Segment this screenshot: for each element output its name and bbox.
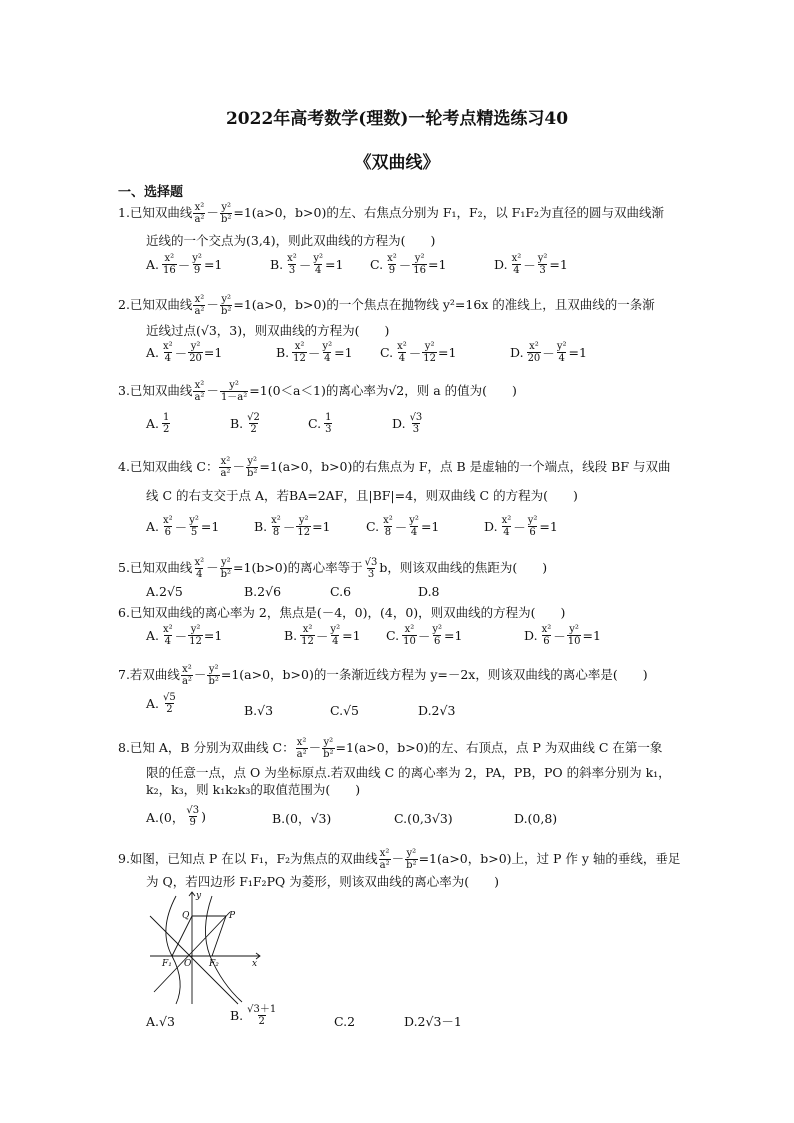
- q1-frac-y: [220, 202, 232, 225]
- frac: [162, 253, 177, 276]
- den: 3: [325, 424, 332, 435]
- q7-stem-b: =1(a>0，b>0)的一条渐近线方程为 y=－2x，则该双曲线的离心率是( ): [220, 667, 648, 682]
- num: √3＋1: [247, 1004, 277, 1015]
- num: y²: [424, 341, 435, 352]
- num: y²: [527, 515, 538, 526]
- num: y²: [414, 253, 425, 264]
- label-y: y: [196, 891, 202, 901]
- num: y²: [221, 202, 231, 213]
- den: 20: [189, 353, 202, 364]
- left-branch: [166, 896, 180, 1004]
- frac: [300, 624, 315, 647]
- num: x²: [194, 557, 205, 568]
- q4-option-a[interactable]: A. $\frac{\text{x²}}{6}$ － $\frac{\text{y²}}{5}$ =1: [146, 515, 220, 538]
- frac: [185, 805, 200, 828]
- q9-option-a[interactable]: A.√3: [146, 1014, 175, 1029]
- opt-label: A.: [146, 519, 160, 534]
- num: y²: [409, 515, 419, 526]
- den: a²: [379, 860, 390, 871]
- segment-f2p: [212, 916, 226, 956]
- den: 3: [539, 265, 546, 276]
- question-7: 7.若双曲线 $\frac{\text{x²}}{\text{a²}}$ － $\frac{\text{y²}}{\text{b²}}$ =1(a>0，b>0)的一条渐近线方程为 y=－2x，则该双曲线的离心率是( ): [118, 664, 648, 687]
- den: a²: [194, 306, 205, 317]
- opt-label: D.: [484, 519, 498, 534]
- opt-tail: =1: [539, 519, 558, 534]
- q9-stem-a: 9.如图，已知点 P 在以 F₁，F₂为焦点的双曲线: [118, 851, 378, 866]
- num: x²: [164, 253, 175, 264]
- opt-tail: =1: [334, 345, 353, 360]
- frac: [246, 1004, 277, 1027]
- q3-option-b[interactable]: [230, 412, 262, 435]
- q8-option-a[interactable]: [146, 805, 206, 828]
- q7-option-b[interactable]: B.√3: [244, 703, 274, 718]
- opt-tail: =1: [203, 628, 223, 643]
- num: x²: [194, 294, 205, 305]
- den: 9: [189, 817, 196, 828]
- frac: [527, 341, 542, 364]
- question-1: 1.已知双曲线 $\frac{\text{x²}}{\text{a²}}$ － $\frac{\text{y²}}{\text{b²}}$ =1(a>0，b>0)的左、右焦点分别为 F₁，F₂，以 F₁F₂为直径的圆与双曲线渐: [118, 202, 665, 225]
- q8-line-2: 限的任意一点，点 O 为坐标原点.若双曲线 C 的离心率为 2，PA，PB，PO 的斜率分别为 k₁，: [146, 765, 671, 780]
- num: √3: [364, 557, 378, 568]
- question-8: 8.已知 A，B 分别为双曲线 C： $\frac{\text{x²}}{\text{a²}}$ － $\frac{\text{y²}}{\text{b²}}$ =1(a>0，b>0)的左、右顶点，点 P 为双曲线 C 在第一象: [118, 737, 663, 760]
- den: 12: [297, 527, 311, 538]
- frac: [292, 341, 307, 364]
- opt-label: D.: [494, 257, 508, 272]
- q5-option-c[interactable]: C.6: [330, 584, 352, 599]
- opt-label: D.: [510, 345, 524, 360]
- q4-option-d[interactable]: D. $\frac{\text{x²}}{4}$ － $\frac{\text{y²}}{6}$ =1: [484, 515, 558, 538]
- frac: [382, 515, 394, 538]
- q6-option-c[interactable]: C. $\frac{\text{x²}}{10}$ － $\frac{\text{y²}}{6}$ =1: [386, 624, 463, 647]
- opt-tail: =1: [203, 257, 223, 272]
- q6-option-b[interactable]: B. $\frac{\text{x²}}{12}$ － $\frac{\text{y²}}{4}$ =1: [284, 624, 361, 647]
- frac: [188, 341, 203, 364]
- frac: [412, 253, 427, 276]
- num: x²: [163, 341, 173, 352]
- den: a²: [296, 749, 307, 760]
- opt-label: D.: [392, 416, 406, 431]
- q4-frac-x: [219, 456, 231, 479]
- num: x²: [194, 202, 205, 213]
- num: x²: [287, 253, 297, 264]
- label-f1: F₁: [162, 959, 172, 969]
- den: 9: [388, 265, 396, 276]
- frac: [321, 341, 333, 364]
- q5-stem-a: 5.已知双曲线: [118, 560, 193, 575]
- den: b²: [323, 749, 334, 760]
- q9-option-d[interactable]: D.2√3－1: [404, 1014, 462, 1029]
- den: b²: [406, 860, 417, 871]
- den: 1－a²: [220, 392, 248, 403]
- num: √2: [247, 412, 260, 423]
- den: 3: [412, 424, 420, 435]
- den: 2: [258, 1016, 265, 1027]
- q2-option-b[interactable]: B. $\frac{\text{x²}}{12}$ － $\frac{\text{y²}}{4}$ =1: [276, 341, 353, 364]
- q3-frac-x: [193, 380, 205, 403]
- frac: [386, 253, 398, 276]
- den: 4: [164, 636, 172, 647]
- frac: [162, 624, 174, 647]
- num: √5: [163, 692, 176, 703]
- q1-line-2: 近线的一个交点为(3,4)，则此双曲线的方程为( ): [146, 233, 436, 248]
- q3-stem-a: 3.已知双曲线: [118, 383, 193, 398]
- frac: [422, 341, 437, 364]
- q2-frac-x: [193, 294, 205, 317]
- frac: [567, 624, 582, 647]
- num: x²: [387, 253, 397, 264]
- opt-label: A.: [146, 345, 160, 360]
- den: 3: [288, 265, 296, 276]
- q1-stem-a: 1.已知双曲线: [118, 205, 193, 220]
- question-4: 4.已知双曲线 C： $\frac{\text{x²}}{\text{a²}}$ － $\frac{\text{y²}}{\text{b²}}$ =1(a>0，b>0)的右焦点为 F，点 B 是虚轴的一个端点，线段 BF 与双曲: [118, 456, 671, 479]
- q4-stem-b: =1(a>0，b>0)的右焦点为 F，点 B 是虚轴的一个端点，线段 BF 与双曲: [259, 459, 671, 474]
- num: 1: [325, 412, 332, 423]
- q8-stem-b: =1(a>0，b>0)的左、右顶点，点 P 为双曲线 C 在第一象: [335, 740, 663, 755]
- opt-label: A.: [146, 628, 160, 643]
- frac: [402, 624, 417, 647]
- den: a²: [194, 214, 205, 225]
- frac: [511, 253, 523, 276]
- num: x²: [541, 624, 552, 635]
- q3-frac-y: [220, 380, 248, 403]
- opt-label: C.: [308, 416, 322, 431]
- segment-f1q: [172, 916, 192, 956]
- num: y²: [330, 624, 341, 635]
- den: 4: [410, 527, 418, 538]
- q2-stem-b: =1(a>0，b>0)的一个焦点在抛物线 y²=16x 的准线上，且双曲线的一条渐: [233, 297, 655, 312]
- frac: [286, 253, 298, 276]
- den: 2: [250, 424, 257, 435]
- frac: [162, 515, 174, 538]
- frac: [501, 515, 513, 538]
- q2-line-2: 近线过点(√3，3)，则双曲线的方程为( ): [146, 323, 390, 338]
- opt-label: A.: [146, 696, 160, 711]
- q5-frac-y: [220, 557, 232, 580]
- q8-option-c[interactable]: C.(0,3√3): [394, 811, 453, 826]
- q6-option-d[interactable]: D. $\frac{\text{x²}}{6}$ － $\frac{\text{y²}}{10}$ =1: [524, 624, 601, 647]
- q4-option-b[interactable]: B. $\frac{\text{x²}}{8}$ － $\frac{\text{y²}}{12}$ =1: [254, 515, 331, 538]
- opt-tail: =1: [438, 345, 457, 360]
- num: y²: [537, 253, 548, 264]
- q1-option-b[interactable]: B. $\frac{\text{x²}}{3}$ － $\frac{\text{y²}}{4}$ =1: [270, 253, 344, 276]
- den: a²: [181, 676, 192, 687]
- q1-option-a[interactable]: A. $\frac{\text{x²}}{16}$ － $\frac{\text{y²}}{9}$ =1: [146, 253, 223, 276]
- num: x²: [294, 341, 305, 352]
- frac: [312, 253, 324, 276]
- q5-stem-c: b，则该双曲线的焦距为( ): [379, 560, 548, 575]
- num: x²: [529, 341, 539, 352]
- frac: [556, 341, 568, 364]
- opt-tail: =1: [444, 628, 463, 643]
- q9-option-b[interactable]: [230, 1004, 278, 1027]
- num: y²: [190, 341, 201, 352]
- q9-line-2: 为 Q，若四边形 F₁F₂PQ 为菱形，则该双曲线的离心率为( ): [146, 874, 499, 889]
- q1-stem-b: =1(a>0，b>0)的左、右焦点分别为 F₁，F₂，以 F₁F₂为直径的圆与双曲线渐: [233, 205, 665, 220]
- num: x²: [271, 515, 281, 526]
- q9-stem-b: =1(a>0，b>0)上，过 P 作 y 轴的垂线，垂足: [418, 851, 681, 866]
- q2-option-d[interactable]: D. $\frac{\text{x²}}{20}$ － $\frac{\text{y²}}{4}$ =1: [510, 341, 587, 364]
- num: y²: [221, 294, 231, 305]
- opt-tail: =1: [420, 519, 440, 534]
- num: x²: [296, 737, 307, 748]
- den: b²: [208, 676, 219, 687]
- label-q: Q: [182, 911, 190, 921]
- frac: [162, 341, 174, 364]
- label-p: P: [229, 911, 236, 921]
- q2-stem-a: 2.已知双曲线: [118, 297, 193, 312]
- frac: [188, 624, 203, 647]
- den: 3: [367, 569, 375, 580]
- question-6: 6.已知双曲线的离心率为 2，焦点是(－4，0)，(4，0)，则双曲线的方程为( ): [118, 605, 566, 620]
- den: 4: [513, 265, 520, 276]
- q1-option-c[interactable]: C. $\frac{\text{x²}}{9}$ － $\frac{\text{y²}}{16}$ =1: [370, 253, 447, 276]
- num: y²: [190, 624, 201, 635]
- opt-label: C.: [370, 257, 384, 272]
- hyperbola-figure: [146, 890, 266, 1005]
- num: y²: [229, 380, 239, 391]
- opt-label: C.: [366, 519, 380, 534]
- num: x²: [220, 456, 231, 467]
- q4-frac-y: [246, 456, 258, 479]
- page-subtitle: 《双曲线》: [354, 153, 440, 173]
- den: 4: [558, 353, 565, 364]
- num: x²: [302, 624, 313, 635]
- num: x²: [511, 253, 522, 264]
- opt-label: B.: [284, 628, 298, 643]
- opt-tail: =1: [428, 257, 447, 272]
- right-branch: [205, 896, 242, 1002]
- q9-option-c[interactable]: C.2: [334, 1014, 356, 1029]
- q7-frac-y: [207, 664, 219, 687]
- den: b²: [220, 214, 232, 225]
- den: 12: [293, 353, 306, 364]
- q5-option-b[interactable]: B.2√6: [244, 584, 282, 599]
- frac: [329, 624, 341, 647]
- num: √3: [409, 412, 423, 423]
- num: y²: [298, 515, 309, 526]
- q8-stem-a: 8.已知 A，B 分别为双曲线 C：: [118, 740, 295, 755]
- num: x²: [194, 380, 205, 391]
- opt-tail: =1: [342, 628, 361, 643]
- opt-suffix: ): [201, 809, 206, 824]
- den: 4: [332, 636, 339, 647]
- den: a²: [194, 392, 205, 403]
- den: b²: [220, 569, 232, 580]
- q5-option-a[interactable]: A.2√5: [146, 584, 183, 599]
- den: a²: [220, 468, 231, 479]
- frac: [396, 341, 408, 364]
- opt-label: B.: [276, 345, 290, 360]
- den: 6: [433, 636, 441, 647]
- num: x²: [379, 848, 390, 859]
- num: y²: [192, 253, 202, 264]
- q3-option-a[interactable]: [146, 412, 171, 435]
- frac: [162, 412, 170, 435]
- den: 6: [543, 636, 550, 647]
- opt-tail: =1: [203, 345, 223, 360]
- den: b²: [246, 468, 258, 479]
- den: 4: [324, 353, 331, 364]
- num: y²: [247, 456, 258, 467]
- q1-frac-x: [193, 202, 205, 225]
- den: 16: [413, 265, 426, 276]
- den: 5: [190, 527, 198, 538]
- q4-stem-a: 4.已知双曲线 C：: [118, 459, 219, 474]
- opt-tail: =1: [568, 345, 587, 360]
- q4-option-c[interactable]: C. $\frac{\text{x²}}{8}$ － $\frac{\text{y²}}{4}$ =1: [366, 515, 440, 538]
- q2-option-c[interactable]: C. $\frac{\text{x²}}{4}$ － $\frac{\text{y²}}{12}$ =1: [380, 341, 457, 364]
- num: y²: [322, 341, 333, 352]
- den: 8: [384, 527, 392, 538]
- den: 20: [527, 353, 541, 364]
- num: x²: [404, 624, 415, 635]
- den: 12: [423, 353, 436, 364]
- den: 4: [398, 353, 406, 364]
- num: x²: [383, 515, 393, 526]
- q2-frac-y: [220, 294, 232, 317]
- opt-label: B.: [270, 257, 284, 272]
- num: y²: [208, 664, 219, 675]
- q7-option-d[interactable]: D.2√3: [418, 703, 456, 718]
- num: x²: [501, 515, 512, 526]
- den: 12: [301, 636, 314, 647]
- question-9: 9.如图，已知点 P 在以 F₁，F₂为焦点的双曲线 $\frac{\text{x²}}{\text{a²}}$ － $\frac{\text{y²}}{\text{b²}}$ =1(a>0，b>0)上，过 P 作 y 轴的垂线，垂足: [118, 848, 681, 871]
- den: 8: [272, 527, 280, 538]
- den: 6: [164, 527, 172, 538]
- q5-option-d[interactable]: D.8: [418, 584, 440, 599]
- den: 4: [503, 527, 510, 538]
- frac: [541, 624, 553, 647]
- label-f2: F₂: [209, 959, 219, 969]
- frac: [324, 412, 332, 435]
- den: 2: [166, 704, 173, 715]
- opt-tail: =1: [200, 519, 220, 534]
- opt-label: D.: [524, 628, 538, 643]
- frac: [431, 624, 443, 647]
- den: 2: [163, 424, 170, 435]
- opt-label: C.: [380, 345, 394, 360]
- q3-stem-b: =1(0＜a＜1)的离心率为√2，则 a 的值为( ): [249, 383, 517, 398]
- opt-label: B.: [254, 519, 268, 534]
- q5-frac-x: [193, 557, 205, 580]
- num: y²: [220, 557, 231, 568]
- opt-tail: =1: [325, 257, 344, 272]
- q6-option-a[interactable]: A. $\frac{\text{x²}}{4}$ － $\frac{\text{y²}}{12}$ =1: [146, 624, 223, 647]
- num: y²: [189, 515, 199, 526]
- q4-line-2: 线 C 的右支交于点 A，若BA=2AF，且|BF|=4，则双曲线 C 的方程为( ): [146, 488, 578, 503]
- section-heading: 一、选择题: [118, 185, 184, 200]
- num: y²: [406, 848, 417, 859]
- opt-label: B.: [230, 416, 244, 431]
- opt-label: C.: [386, 628, 400, 643]
- q1-option-d[interactable]: D. $\frac{\text{x²}}{4}$ － $\frac{\text{y²}}{3}$ =1: [494, 253, 568, 276]
- den: 12: [189, 636, 202, 647]
- page-title: 2022年高考数学(理数)一轮考点精选练习40: [225, 109, 569, 129]
- opt-label: B.: [230, 1008, 244, 1023]
- label-o: O: [184, 959, 192, 969]
- q2-option-a[interactable]: A. $\frac{\text{x²}}{4}$ － $\frac{\text{y²}}{20}$ =1: [146, 341, 223, 364]
- frac: [162, 692, 177, 715]
- q8-option-b[interactable]: B.(0，√3): [272, 811, 332, 826]
- frac: [527, 515, 539, 538]
- num: x²: [182, 664, 192, 675]
- question-5: 5.已知双曲线 $\frac{\text{x²}}{4}$ － $\frac{\text{y²}}{\text{b²}}$ =1(b>0)的离心率等于 $\frac{√3}{3}$ b，则该双曲线的焦距为( ): [118, 557, 548, 580]
- opt-label: A.: [146, 257, 160, 272]
- opt-tail: =1: [582, 628, 601, 643]
- q9-frac-x: [379, 848, 391, 871]
- num: x²: [397, 341, 407, 352]
- opt-prefix: A.(0，: [146, 809, 185, 825]
- q3-option-d[interactable]: [392, 412, 424, 435]
- den: 4: [196, 569, 203, 580]
- q5-stem-b: =1(b>0)的离心率等于: [233, 560, 363, 575]
- frac: [296, 515, 311, 538]
- q7-frac-x: [181, 664, 193, 687]
- num: x²: [163, 515, 173, 526]
- opt-tail: =1: [549, 257, 568, 272]
- den: 10: [403, 636, 416, 647]
- num: √3: [186, 805, 200, 816]
- num: 1: [163, 412, 170, 423]
- den: 16: [163, 265, 176, 276]
- frac: [188, 515, 200, 538]
- q3-option-c[interactable]: [308, 412, 333, 435]
- question-3: 3.已知双曲线 $\frac{\text{x²}}{\text{a²}}$ － $\frac{\text{y²}}{\text{1－a²}}$ =1(0＜a＜1)的离心率为√2，则 a 的值为( ): [118, 380, 517, 403]
- q9-frac-y: [405, 848, 417, 871]
- den: 9: [193, 265, 201, 276]
- q7-option-c[interactable]: C.√5: [330, 703, 360, 718]
- label-x: x: [252, 959, 258, 969]
- num: y²: [313, 253, 324, 264]
- q8-option-d[interactable]: D.(0,8): [514, 811, 558, 826]
- frac: [537, 253, 549, 276]
- den: 4: [314, 265, 322, 276]
- q8-line-3: k₂，k₃，则 k₁k₂k₃的取值范围为( ): [146, 782, 361, 797]
- frac: [246, 412, 261, 435]
- frac: [270, 515, 282, 538]
- num: y²: [323, 737, 334, 748]
- den: 4: [164, 353, 172, 364]
- q8-frac-x: [296, 737, 308, 760]
- num: y²: [569, 624, 579, 635]
- frac: [191, 253, 203, 276]
- q5-frac-e: [364, 557, 379, 580]
- den: 6: [529, 527, 536, 538]
- num: y²: [556, 341, 567, 352]
- den: 10: [567, 636, 581, 647]
- den: b²: [220, 306, 232, 317]
- num: x²: [163, 624, 173, 635]
- q8-frac-y: [322, 737, 334, 760]
- q7-stem-a: 7.若双曲线: [118, 667, 180, 682]
- opt-label: A.: [146, 416, 160, 431]
- question-2: 2.已知双曲线 $\frac{\text{x²}}{\text{a²}}$ － $\frac{\text{y²}}{\text{b²}}$ =1(a>0，b>0)的一个焦点在抛物线 y²=16x 的准线上，且双曲线的一条渐: [118, 294, 655, 317]
- opt-tail: =1: [312, 519, 331, 534]
- q7-option-a[interactable]: [146, 692, 178, 715]
- num: y²: [432, 624, 443, 635]
- frac: [409, 412, 424, 435]
- frac: [408, 515, 420, 538]
